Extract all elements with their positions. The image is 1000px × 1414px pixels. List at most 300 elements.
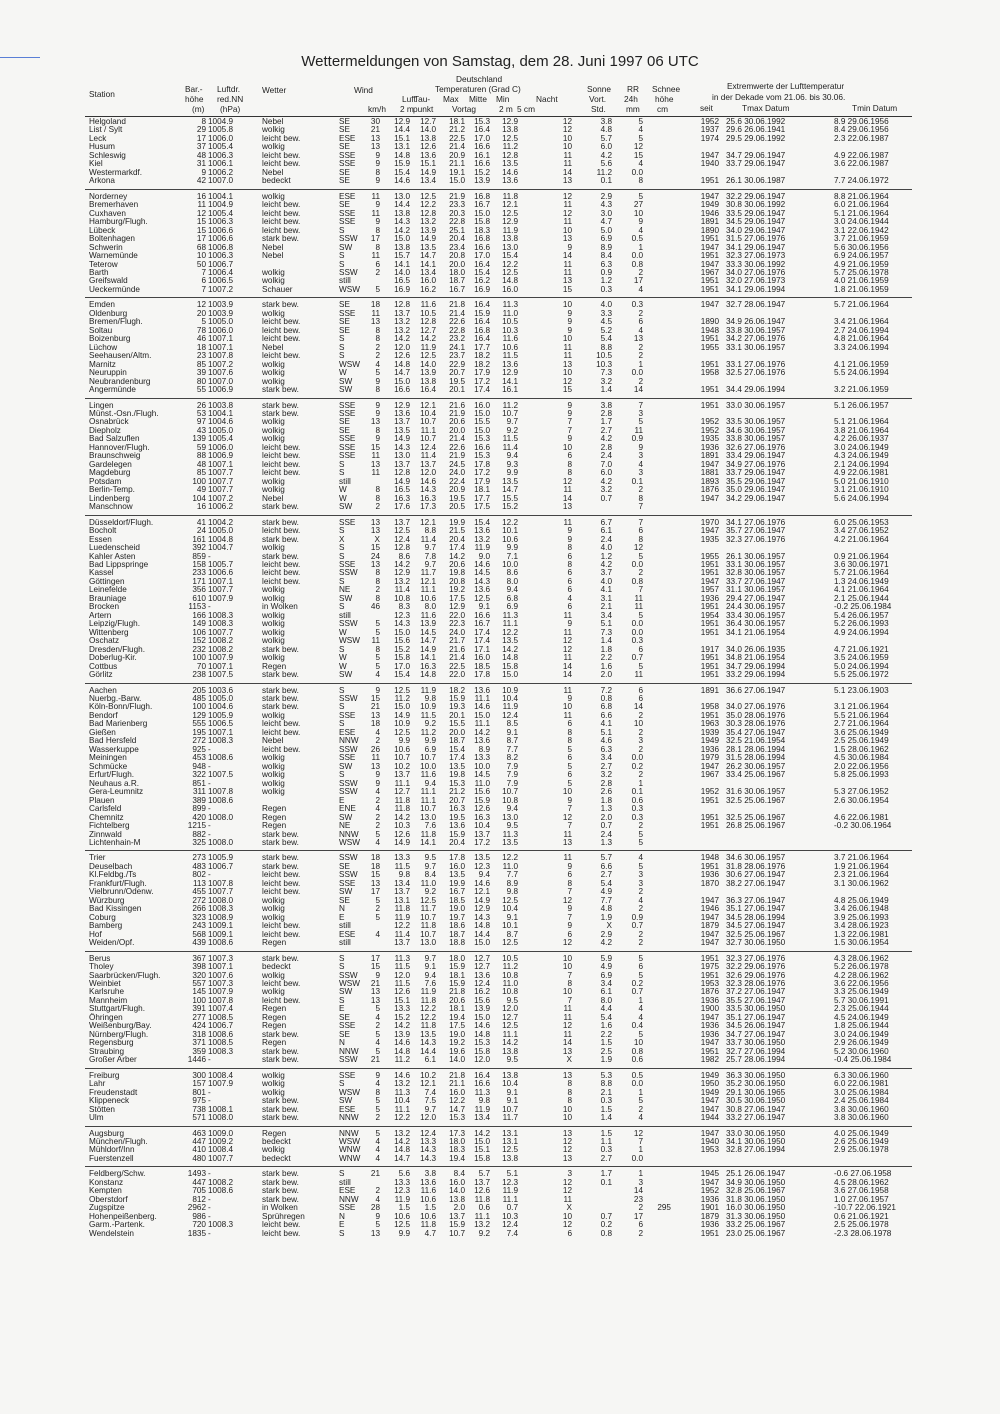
baro-height: 7 bbox=[201, 284, 206, 294]
baro-height: 948 bbox=[192, 761, 206, 771]
weather: Regen bbox=[262, 821, 287, 831]
temp-2m: 13.1 bbox=[394, 142, 410, 152]
wind-direction: SSE bbox=[339, 308, 356, 318]
weather: wolkig bbox=[262, 636, 285, 646]
pressure: 1006.0 bbox=[208, 133, 234, 143]
pressure: 1007.6 bbox=[208, 368, 234, 378]
sun-hours: 2.1 bbox=[600, 1087, 612, 1097]
nacht: 12 bbox=[562, 938, 572, 948]
station-name: Kiel bbox=[89, 159, 103, 169]
tmin-record: 2.9 25.06.1978 bbox=[834, 1145, 889, 1155]
weather: Regen bbox=[262, 1004, 287, 1014]
dewpoint: 11.8 bbox=[420, 995, 436, 1005]
record-since: 1952 bbox=[700, 1186, 719, 1196]
wind-speed: 46 bbox=[370, 602, 380, 612]
tmax-record: 33.7 29.06.1947 bbox=[726, 159, 786, 169]
weather: wolkig bbox=[262, 376, 285, 386]
max-vortag: 18.8 bbox=[449, 938, 465, 948]
baro-height: 485 bbox=[192, 694, 206, 703]
weather: stark bew. bbox=[262, 1104, 299, 1114]
wind-speed: 4 bbox=[375, 1012, 380, 1022]
baro-height: 68 bbox=[196, 242, 206, 252]
max-vortag: 22.3 bbox=[449, 619, 465, 629]
pressure: - bbox=[208, 761, 211, 771]
nacht: 9 bbox=[567, 921, 572, 931]
weather: stark bew. bbox=[262, 400, 299, 410]
mitte: 13.3 bbox=[474, 753, 490, 763]
baro-height: 16 bbox=[196, 502, 206, 512]
station-name: Cottbus bbox=[89, 661, 118, 671]
sun-hours: 0.7 bbox=[600, 821, 612, 831]
weather: leicht bew. bbox=[262, 727, 301, 737]
tmax-record: 26.1 30.06.1987 bbox=[726, 176, 786, 186]
temp-2m: 10.4 bbox=[394, 1096, 410, 1106]
tmax-record: 34.5 27.06.1947 bbox=[726, 921, 786, 931]
weather: leicht bew. bbox=[262, 217, 301, 227]
mitte: 11.1 bbox=[474, 719, 490, 729]
pressure: - bbox=[208, 1055, 211, 1065]
baro-height: 557 bbox=[192, 979, 206, 988]
temp-2m: 15.1 bbox=[394, 995, 410, 1005]
tmin-record: 6.0 21.06.1964 bbox=[834, 200, 889, 210]
tmax-record: 34.2 27.06.1976 bbox=[726, 334, 786, 344]
weather: wolkig bbox=[262, 276, 285, 286]
station-name: Großer Arber bbox=[89, 1055, 137, 1065]
temp-2m: 14.2 bbox=[394, 812, 410, 822]
dewpoint: 15.1 bbox=[420, 159, 436, 169]
mitte: 10.4 bbox=[474, 821, 490, 831]
max-vortag: 17.5 bbox=[449, 593, 465, 603]
sun-hours: 2.2 bbox=[600, 1029, 612, 1039]
dewpoint: 13.3 bbox=[420, 1136, 436, 1146]
baro-height: 300 bbox=[192, 1070, 206, 1080]
weather: stark bew. bbox=[262, 694, 299, 703]
temp-2m: 11.3 bbox=[394, 953, 410, 963]
sun-hours: 1.9 bbox=[600, 912, 612, 922]
weather-table-body bbox=[0, 118, 1000, 1238]
tmin-record: 3.8 21.06.1964 bbox=[834, 425, 889, 435]
pressure: 1007.5 bbox=[208, 770, 234, 780]
sun-hours: 1.8 bbox=[600, 644, 612, 654]
mitte: 18.2 bbox=[474, 359, 490, 369]
baro-height: 233 bbox=[192, 568, 206, 578]
wind-speed: 4 bbox=[375, 787, 380, 797]
nacht: 11 bbox=[563, 1012, 572, 1022]
mitte: 15.3 bbox=[474, 434, 490, 444]
station-name: Kahler Asten bbox=[89, 551, 136, 561]
wind-direction: SW bbox=[339, 887, 353, 897]
max-vortag: 20.4 bbox=[449, 234, 465, 244]
temp-2m: 14.2 bbox=[394, 225, 410, 235]
wind-speed: 2 bbox=[375, 585, 380, 595]
wind-direction: ENE bbox=[339, 804, 356, 814]
sun-hours: 0.3 bbox=[600, 1096, 612, 1106]
nacht: 7 bbox=[567, 887, 572, 897]
min-2m: 13.8 bbox=[502, 1153, 518, 1163]
wind-direction: S bbox=[339, 1079, 345, 1089]
table-row bbox=[0, 301, 1000, 309]
baro-height: 705 bbox=[192, 1186, 206, 1196]
wind-direction: S bbox=[339, 602, 345, 612]
temp-2m: 17.6 bbox=[394, 502, 410, 512]
temp-2m: 14.2 bbox=[394, 1021, 410, 1031]
station-name: Fichtelberg bbox=[89, 821, 130, 831]
sun-hours: 4.1 bbox=[600, 719, 612, 729]
mitte: 14.8 bbox=[474, 1029, 490, 1039]
mitte: 13.6 bbox=[474, 526, 490, 536]
dewpoint: 11.8 bbox=[420, 921, 436, 931]
dewpoint: 11.8 bbox=[420, 829, 436, 839]
wind-direction: SSW bbox=[339, 267, 358, 277]
weather: stark bew. bbox=[262, 837, 299, 847]
wind-speed: 8 bbox=[375, 485, 380, 495]
max-vortag: 19.3 bbox=[449, 702, 465, 712]
sun-hours: 6.6 bbox=[600, 710, 612, 720]
precip-24h: 3 bbox=[638, 878, 643, 888]
max-vortag: 14.0 bbox=[449, 1186, 465, 1196]
nacht: 12 bbox=[562, 208, 572, 218]
tmax-record: 36.6 27.06.1947 bbox=[726, 685, 786, 695]
baro-height: 243 bbox=[192, 921, 206, 931]
min-2m: 14.1 bbox=[502, 376, 518, 386]
hdr-extrem1: Extremwerte der Lufttemperatur bbox=[727, 81, 845, 91]
baro-height: 158 bbox=[192, 559, 206, 569]
wind-direction: SSE bbox=[339, 150, 356, 160]
record-since: 1947 bbox=[700, 191, 719, 201]
sun-hours: 2.0 bbox=[600, 812, 612, 822]
sun-hours: 1.5 bbox=[600, 1104, 612, 1114]
hdr-min: Min bbox=[496, 94, 510, 104]
hdr-kmh: km/h bbox=[368, 104, 386, 114]
wind-direction: SSE bbox=[339, 409, 356, 418]
min-2m: 13.0 bbox=[502, 812, 518, 822]
precip-24h: 4 bbox=[638, 284, 643, 294]
tmin-record: -2.3 28.06.1978 bbox=[834, 1228, 892, 1238]
baro-height: 975 bbox=[192, 1096, 206, 1106]
wind-direction: WSW bbox=[339, 979, 360, 988]
station-name: Berus bbox=[89, 953, 111, 963]
max-vortag: 21.9 bbox=[449, 451, 465, 461]
sun-hours: 4.1 bbox=[600, 585, 612, 595]
baro-height: 272 bbox=[192, 736, 206, 746]
min-2m: 9.1 bbox=[506, 912, 518, 922]
wind-speed: 13 bbox=[370, 526, 380, 536]
dewpoint: 11.7 bbox=[420, 904, 436, 914]
pressure: 1008.5 bbox=[208, 1012, 234, 1022]
max-vortag: 16.7 bbox=[449, 887, 465, 897]
wind-direction: still bbox=[339, 1177, 351, 1187]
pressure: 1004.9 bbox=[208, 200, 234, 210]
min-2m: 12.4 bbox=[502, 1220, 518, 1230]
nacht: 10 bbox=[562, 787, 572, 797]
temp-2m: 11.1 bbox=[394, 1104, 410, 1114]
max-vortag: 21.8 bbox=[449, 300, 465, 310]
sun-hours: 4.0 bbox=[600, 576, 612, 586]
nacht: 11 bbox=[563, 485, 572, 495]
sun-hours: 4.9 bbox=[600, 887, 612, 897]
precip-24h: 12 bbox=[633, 543, 643, 553]
record-since: 1953 bbox=[700, 1145, 719, 1155]
record-since: 1952 bbox=[700, 117, 719, 126]
pressure: 1003.9 bbox=[208, 300, 234, 310]
max-vortag: 8.4 bbox=[453, 1169, 465, 1179]
max-vortag: 20.0 bbox=[449, 425, 465, 435]
record-since: 1951 bbox=[700, 234, 719, 244]
wind-speed: 15 bbox=[370, 543, 380, 553]
min-2m: 8.2 bbox=[506, 753, 518, 763]
temp-2m: 13.3 bbox=[394, 1177, 410, 1187]
max-vortag: 22.0 bbox=[449, 610, 465, 620]
tmin-record: 0.9 21.06.1964 bbox=[834, 551, 889, 561]
dewpoint: 14.1 bbox=[420, 259, 436, 269]
nacht: 12 bbox=[562, 636, 572, 646]
max-vortag: 19.4 bbox=[449, 1012, 465, 1022]
dewpoint: 10.7 bbox=[420, 434, 436, 444]
tmin-record: 3.1 22.06.1942 bbox=[834, 225, 889, 235]
tmin-record: 4.6 22.06.1981 bbox=[834, 812, 889, 822]
mitte: 16.8 bbox=[474, 325, 490, 335]
tmin-record: 3.8 30.06.1960 bbox=[834, 1113, 889, 1123]
table-row bbox=[0, 839, 1000, 847]
nacht: 9 bbox=[567, 434, 572, 444]
tmax-record: 32.6 27.06.1976 bbox=[726, 442, 786, 452]
mitte: 15.2 bbox=[474, 167, 490, 177]
max-vortag: 23.4 bbox=[449, 242, 465, 252]
baro-height: 195 bbox=[192, 727, 206, 737]
baro-height: 161 bbox=[192, 534, 206, 544]
precip-24h: 3 bbox=[638, 736, 643, 746]
pressure: 1007.7 bbox=[208, 468, 234, 478]
sun-hours: 5.4 bbox=[600, 334, 612, 344]
dewpoint: 11.9 bbox=[420, 342, 436, 352]
weather: wolkig bbox=[262, 1070, 285, 1080]
min-2m: 10.3 bbox=[502, 325, 518, 335]
temp-2m: 15.0 bbox=[394, 627, 410, 637]
precip-24h: 2 bbox=[638, 267, 643, 277]
nacht: 12 bbox=[562, 125, 572, 135]
max-vortag: 21.2 bbox=[449, 787, 465, 797]
weather: stark bew. bbox=[262, 1046, 299, 1056]
max-vortag: 14.0 bbox=[449, 1055, 465, 1065]
min-2m: 12.4 bbox=[502, 710, 518, 720]
nacht: 9 bbox=[567, 526, 572, 536]
mitte: 16.6 bbox=[474, 442, 490, 452]
temp-2m: 12.5 bbox=[394, 685, 410, 695]
temp-2m: 14.3 bbox=[394, 442, 410, 452]
sun-hours: 3.2 bbox=[600, 770, 612, 780]
station-name: Wasserkuppe bbox=[89, 744, 139, 754]
wind-speed: 8 bbox=[375, 385, 380, 395]
baro-height: 882 bbox=[192, 829, 206, 839]
wind-speed: 13 bbox=[370, 761, 380, 771]
max-vortag: 20.6 bbox=[449, 995, 465, 1005]
weather: Regen bbox=[262, 804, 287, 814]
weather: wolkig bbox=[262, 1079, 285, 1089]
max-vortag: 18.0 bbox=[449, 953, 465, 963]
baro-height: 80 bbox=[196, 376, 206, 386]
precip-24h: 14 bbox=[633, 702, 643, 712]
pressure: 1008.6 bbox=[208, 938, 234, 948]
mitte: 17.8 bbox=[474, 670, 490, 680]
pressure: 1007.3 bbox=[208, 953, 234, 963]
precip-24h: 0.1 bbox=[631, 476, 643, 486]
table-row bbox=[0, 503, 1000, 511]
weather: stark bew. bbox=[262, 1096, 299, 1106]
weather: wolkig bbox=[262, 425, 285, 435]
weather: bedeckt bbox=[262, 176, 291, 186]
temp-2m: 10.2 bbox=[394, 761, 410, 771]
min-2m: 10.7 bbox=[502, 409, 518, 418]
tmin-record: -0.2 30.06.1964 bbox=[834, 821, 892, 831]
sun-hours: 3.3 bbox=[600, 308, 612, 318]
station-name: Hannover/Flugh. bbox=[89, 442, 150, 452]
sun-hours: 3.2 bbox=[600, 485, 612, 495]
max-vortag: 21.6 bbox=[449, 644, 465, 654]
tmin-record: 4.1 21.06.1964 bbox=[834, 585, 889, 595]
wind-direction: SW bbox=[339, 376, 353, 386]
sun-hours: 2.9 bbox=[600, 191, 612, 201]
nacht: 14 bbox=[562, 251, 572, 261]
sun-hours: 4.4 bbox=[600, 1004, 612, 1014]
max-vortag: 23.2 bbox=[449, 334, 465, 344]
wind-direction: SE bbox=[339, 167, 350, 177]
sun-hours: 2.4 bbox=[600, 451, 612, 461]
sun-hours: 4.2 bbox=[600, 476, 612, 486]
sun-hours: 3.1 bbox=[600, 593, 612, 603]
tmax-record: 29.5 29.06.1992 bbox=[726, 133, 786, 143]
hdr-schnee2: höhe bbox=[655, 94, 674, 104]
max-vortag: 17.3 bbox=[449, 1128, 465, 1138]
tmax-record: 32.6 29.06.1976 bbox=[726, 970, 786, 980]
pressure: 1007.7 bbox=[208, 585, 234, 595]
pressure: 1008.0 bbox=[208, 837, 234, 847]
sun-hours: 3.0 bbox=[600, 208, 612, 218]
tmin-record: 5.1 23.06.1903 bbox=[834, 685, 889, 695]
mitte: 11.3 bbox=[474, 1087, 490, 1097]
mitte: 16.6 bbox=[474, 1079, 490, 1089]
tmax-record: 34.0 26.06.1935 bbox=[726, 644, 786, 654]
tmin-record: 3.4 26.06.1948 bbox=[834, 904, 889, 914]
pressure: 1007.4 bbox=[208, 1004, 234, 1014]
nacht: 10 bbox=[562, 702, 572, 712]
sun-hours: 4.7 bbox=[600, 217, 612, 227]
wind-direction: SSW bbox=[339, 787, 358, 797]
pressure: 1008.1 bbox=[208, 1104, 234, 1114]
tmax-record: 24.4 30.06.1957 bbox=[726, 602, 786, 612]
pressure: 1008.3 bbox=[208, 904, 234, 914]
max-vortag: 16.3 bbox=[449, 804, 465, 814]
baro-height: 46 bbox=[196, 334, 206, 344]
pressure: 1007.2 bbox=[208, 359, 234, 369]
wind-speed: 18 bbox=[370, 300, 380, 310]
mitte: 14.2 bbox=[474, 1128, 490, 1138]
pressure: 1006.3 bbox=[208, 150, 234, 160]
pressure: 1006.9 bbox=[208, 385, 234, 395]
weather: stark bew. bbox=[262, 385, 299, 395]
wind-direction: SSW bbox=[339, 970, 358, 980]
dewpoint: 12.5 bbox=[420, 191, 436, 201]
nacht: 14 bbox=[562, 661, 572, 671]
mitte: 16.6 bbox=[474, 242, 490, 252]
temp-2m: 15.8 bbox=[394, 653, 410, 663]
max-vortag: 21.7 bbox=[449, 636, 465, 646]
hdr-tmin: Tmin Datum bbox=[852, 103, 898, 113]
min-2m: 11.9 bbox=[502, 702, 518, 712]
precip-24h: 4 bbox=[638, 159, 643, 169]
mitte: 15.0 bbox=[474, 1136, 490, 1146]
max-vortag: 21.9 bbox=[449, 191, 465, 201]
weather: wolkig bbox=[262, 434, 285, 444]
nacht: 11 bbox=[563, 200, 572, 210]
record-since: 1951 bbox=[700, 627, 719, 637]
precip-24h: 4 bbox=[638, 1012, 643, 1022]
temp-2m: 11.2 bbox=[394, 1055, 410, 1065]
precip-24h: 2 bbox=[638, 342, 643, 352]
dewpoint: 12.1 bbox=[420, 517, 436, 527]
sun-hours: 4.2 bbox=[600, 938, 612, 948]
precip-24h: 0.8 bbox=[631, 259, 643, 269]
pressure: 1004.6 bbox=[208, 702, 234, 712]
min-2m: 12.5 bbox=[502, 895, 518, 905]
baro-height: 12 bbox=[196, 208, 206, 218]
station-name: Lahr bbox=[89, 1079, 106, 1089]
precip-24h: 7 bbox=[638, 1136, 643, 1146]
wind-direction: SSW bbox=[339, 778, 358, 788]
weather: leicht bew. bbox=[262, 325, 301, 335]
tmin-record: 5.1 21.06.1964 bbox=[834, 417, 889, 427]
table-row bbox=[0, 1230, 1000, 1238]
record-since: 1967 bbox=[700, 267, 719, 277]
dewpoint: 12.1 bbox=[420, 1079, 436, 1089]
station-name: Essen bbox=[89, 534, 112, 544]
dewpoint: 13.6 bbox=[420, 1177, 436, 1187]
station-name: Tholey bbox=[89, 962, 114, 972]
pressure: 1008.4 bbox=[208, 1145, 234, 1155]
sun-hours: 6.8 bbox=[600, 702, 612, 712]
baro-height: 391 bbox=[192, 1004, 206, 1014]
baro-height: 100 bbox=[192, 995, 206, 1005]
record-since: 1891 bbox=[700, 217, 719, 227]
tmax-record: 34.4 29.06.1994 bbox=[726, 385, 786, 395]
wind-direction: SSE bbox=[339, 1021, 356, 1031]
pressure: 1007.8 bbox=[208, 995, 234, 1005]
baro-height: 453 bbox=[192, 753, 206, 763]
dewpoint: 14.3 bbox=[420, 485, 436, 495]
mitte: 14.3 bbox=[474, 912, 490, 922]
dewpoint: 11.6 bbox=[420, 770, 436, 780]
min-2m: 13.0 bbox=[502, 242, 518, 252]
pressure: 1006.7 bbox=[208, 1021, 234, 1031]
mitte: 15.3 bbox=[474, 1038, 490, 1048]
max-vortag: 18.3 bbox=[449, 1145, 465, 1155]
nacht: 11 bbox=[563, 685, 572, 695]
sun-hours: 0.7 bbox=[600, 493, 612, 503]
dewpoint: 16.3 bbox=[420, 661, 436, 671]
wind-direction: SE bbox=[339, 861, 350, 871]
tmax-record: 35.5 29.06.1947 bbox=[726, 476, 786, 486]
min-2m: 7.9 bbox=[506, 761, 518, 771]
temp-2m: 15.0 bbox=[394, 234, 410, 244]
pressure: 1005.0 bbox=[208, 526, 234, 536]
mitte: 16.4 bbox=[474, 125, 490, 135]
min-2m: 15.2 bbox=[502, 502, 518, 512]
station-name: Wittenberg bbox=[89, 627, 129, 637]
wind-speed: 9 bbox=[375, 434, 380, 444]
mitte: 15.9 bbox=[474, 308, 490, 318]
weather: wolkig bbox=[262, 1145, 285, 1155]
tmin-record: 3.1 21.06.1910 bbox=[834, 485, 889, 495]
mitte: 13.6 bbox=[474, 585, 490, 595]
